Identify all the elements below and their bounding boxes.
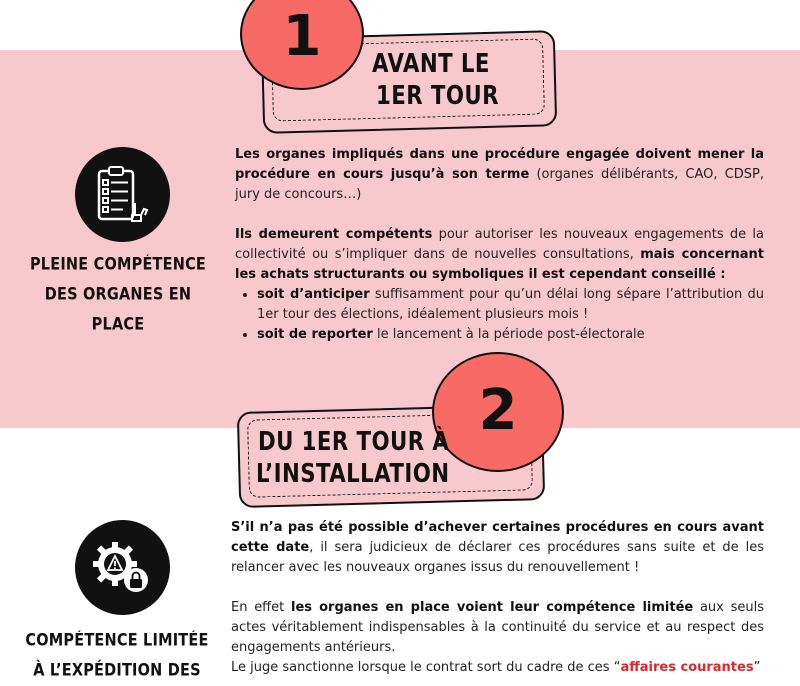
list-item: • soit d’anticiper suffisamment pour qu’un délai long sépare l’attribution du 1er tour des élections, idéalement plusieurs mois !	[257, 285, 764, 325]
section1-side-title: PLEINE COMPÉTENCE DES ORGANES EN PLACE	[29, 255, 207, 335]
section1-number: 1	[282, 4, 322, 69]
list-item: • soit de reporter le lancement à la période post-électorale	[257, 325, 764, 345]
section1-paragraph1: Les organes impliqués dans une procédure engagée doivent mener la procédure en cours jusqu’à son terme (organes délibérants, CAO, CDSP, jury de concours…)	[235, 147, 765, 202]
section2-side-title: COMPÉTENCE LIMITÉE À L’EXPÉDITION DES	[25, 631, 209, 681]
section2-paragraph1: S’il n’a pas été possible d’achever certaines procédures en cours avant cette date, il sera judicieux de déclarer ces procédures sans suite et de les relancer avec les nouveaux organes issus du renouvellement !	[231, 520, 764, 575]
section2-paragraph3: Le juge sanctionne lorsque le contrat sort du cadre de ces “affaires courantes”	[231, 660, 761, 675]
section1-bullet-list	[235, 285, 764, 345]
section2-paragraph2: En effet les organes en place voient leur compétence limitée aux seuls actes véritablement indispensables à la continuité du service et au respect des engagements antérieurs.	[231, 600, 765, 655]
section1-body	[235, 145, 764, 345]
section2-body	[231, 518, 764, 678]
section2-title-line1: DU 1ER TOUR À	[258, 427, 450, 457]
section1-paragraph2: Ils demeurent compétents pour autoriser les nouveaux engagements de la collectivité ou s’impliquer dans de nouvelles consultations, mais concernant les achats structurants ou symboliques il est cependant conseillé :	[235, 227, 764, 282]
section2-title-line2: L’INSTALLATION	[256, 459, 450, 489]
section1-title-line1: AVANT LE	[372, 49, 490, 79]
section1-title-line2: 1ER TOUR	[376, 81, 499, 111]
section2-number: 2	[478, 378, 518, 443]
affaires-courantes-highlight: affaires courantes	[620, 660, 754, 675]
gear-warning-lock-icon	[75, 520, 170, 615]
checklist-icon	[75, 147, 170, 242]
